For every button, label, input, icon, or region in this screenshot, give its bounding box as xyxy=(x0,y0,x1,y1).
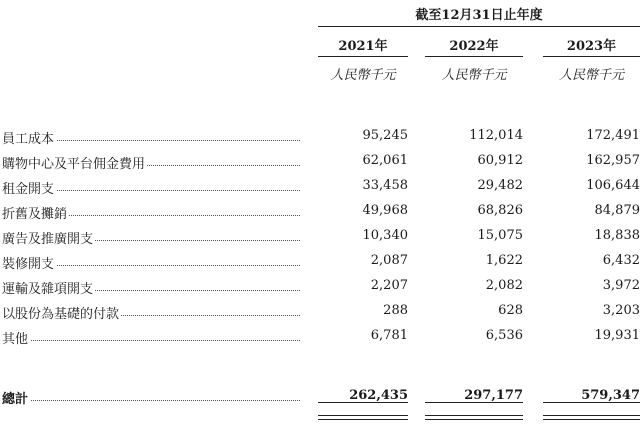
value-2023: 162,957 xyxy=(586,153,640,168)
value-2023: 172,491 xyxy=(586,128,640,143)
total-2021: 262,435 xyxy=(349,388,408,403)
table-row xyxy=(0,325,640,349)
value-2021: 6,781 xyxy=(370,328,408,343)
table-row xyxy=(0,225,640,249)
table-row xyxy=(0,275,640,299)
value-2023: 3,203 xyxy=(602,303,640,318)
row-label: 購物中心及平台佣金費用 xyxy=(2,153,147,172)
unit-label: 人民幣千元 xyxy=(441,68,507,83)
row-label: 員工成本 xyxy=(2,128,56,147)
value-2021: 2,087 xyxy=(370,253,408,268)
value-2021: 62,061 xyxy=(362,153,408,168)
value-2023: 6,432 xyxy=(602,253,640,268)
value-2022: 1,622 xyxy=(485,253,523,268)
total-double-rule xyxy=(318,415,408,420)
row-label: 運輸及雜項開支 xyxy=(2,278,95,297)
row-label: 以股份為基礎的付款 xyxy=(2,303,121,322)
table-row xyxy=(0,200,640,224)
value-2022: 29,482 xyxy=(477,178,523,193)
row-label: 折舊及攤銷 xyxy=(2,203,69,222)
table-row xyxy=(0,125,640,149)
value-2023: 18,838 xyxy=(594,228,640,243)
value-2023: 19,931 xyxy=(594,328,640,343)
column-header-2022: 2022年 xyxy=(449,39,499,54)
row-label: 裝修開支 xyxy=(2,253,56,272)
column-header-rule xyxy=(543,56,640,57)
total-label: 總計 xyxy=(2,388,30,407)
leader-dots xyxy=(2,340,300,341)
value-2021: 2,207 xyxy=(370,278,408,293)
value-2023: 84,879 xyxy=(594,203,640,218)
value-2023: 106,644 xyxy=(586,178,640,193)
period-header: 截至12月31日止年度 xyxy=(415,8,543,23)
column-header-2021: 2021年 xyxy=(338,39,388,54)
total-2022: 297,177 xyxy=(464,388,523,403)
row-label: 廣告及推廣開支 xyxy=(2,228,95,247)
column-header-2023: 2023年 xyxy=(566,39,617,54)
unit-label: 人民幣千元 xyxy=(330,68,396,83)
total-double-rule xyxy=(425,415,523,420)
value-2022: 6,536 xyxy=(485,328,523,343)
value-2022: 68,826 xyxy=(477,203,523,218)
column-header-rule xyxy=(318,56,408,57)
value-2021: 49,968 xyxy=(362,203,408,218)
value-2021: 10,340 xyxy=(362,228,408,243)
table-row xyxy=(0,250,640,274)
value-2022: 112,014 xyxy=(469,128,523,143)
table-row xyxy=(0,175,640,199)
value-2023: 3,972 xyxy=(602,278,640,293)
value-2021: 288 xyxy=(383,303,408,318)
total-row xyxy=(0,385,640,409)
row-label: 其他 xyxy=(2,328,30,347)
value-2022: 60,912 xyxy=(477,153,523,168)
value-2022: 628 xyxy=(498,303,523,318)
value-2021: 33,458 xyxy=(362,178,408,193)
table-row xyxy=(0,150,640,174)
table-row xyxy=(0,300,640,324)
period-rule xyxy=(318,26,640,27)
row-label: 租金開支 xyxy=(2,178,56,197)
value-2022: 2,082 xyxy=(485,278,523,293)
value-2021: 95,245 xyxy=(362,128,408,143)
total-double-rule xyxy=(543,415,640,420)
total-2023: 579,347 xyxy=(581,388,640,403)
leader-dots xyxy=(2,400,300,401)
unit-label: 人民幣千元 xyxy=(558,68,624,83)
value-2022: 15,075 xyxy=(477,228,523,243)
column-header-rule xyxy=(425,56,523,57)
